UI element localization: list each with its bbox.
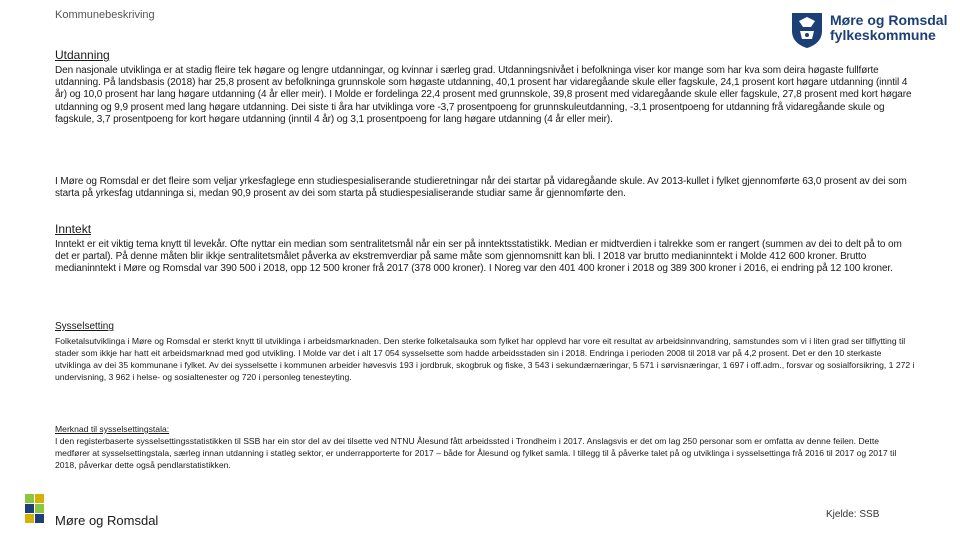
section-heading-merknad: Merknad til sysselsettingstala: [55,424,170,434]
section-sysselsetting [55,321,915,383]
logo-line-2: fylkeskommune [830,27,936,43]
utdanning-paragraph-1: Den nasjonale utviklinga er at stadig fleire tek høgare og lengre utdanningar, og kvinnar i særleg grad. Utdanningsnivået i befolkninga viser kor mange som har kva som deira høgaste fullførte utdanning. På landsbasis (2018) har 25,8 prosent av befolkninga grunnskole som høgaste utdanning, 40,1 prosent har vidaregåande skule eller fagskule, 24,1 prosent kort høgare utdanning (inntil 4 år) og 10,0 prosent har lang høgare utdanning (4 år eller meir). I Molde er fordelinga 22,4 prosent med grunnskole, 39,8 prosent med vidaregåande skule eller fagskule, 27,8 prosent med kort høgare utdanning og 9,9 prosent med lang høgare utdanning. Dei siste ti åra har utviklinga vore -3,7 prosentpoeng for grunnskuleutdanning, -3,1 prosentpoeng for utdanning frå vidaregåande skule og fagskule, 3,7 prosentpoeng for kort høgare utdanning (inntil 4 år) og 3,1 prosentpoeng for lang høgare utdanning (4 år eller meir). [55,65,912,125]
utdanning-paragraph-2: I Møre og Romsdal er det fleire som veljar yrkesfaglege enn studiespesialiserande studieretningar når dei startar på vidaregåande skule. Av 2013-kullet i fylket gjennomførte 63,0 prosent av dei som starta på yrkesfag utdanninga si, medan 90,9 prosent av dei som starta på studiespesialiserande studiar same år gjennomførte den. [55,176,907,200]
footer-logo-mark [25,494,45,531]
section-heading-utdanning: Utdanning [55,48,110,62]
inntekt-paragraph: Inntekt er eit viktig tema knytt til levekår. Ofte nyttar ein median som sentralitetsmål når ein ser på inntektsstatistikk. Median er midtverdien i talrekke som er rangert (summen av dei to delt på to om det er partal). På denne måten blir ikkje sentralitetsmålet påverka av ekstremverdiar på same måte som gjennomsnitt kan bli. I 2018 var brutto medianinntekt i Molde 412 600 kroner. Brutto medianinntekt i Møre og Romsdal var 390 500 i 2018, opp 12 500 kroner frå 2017 (378 000 kroner). I Noreg var den 401 400 kroner i 2018 og 389 300 kroner i 2016, ei endring på 12 100 kroner. [55,239,902,275]
section-heading-sysselsetting: Sysselsetting [55,321,114,332]
logo-line-1: Møre og Romsdal [830,12,948,28]
source-label: Kjelde: SSB [826,509,880,520]
section-inntekt [55,222,915,276]
coat-of-arms-icon [790,11,824,49]
section-merknad [55,424,915,471]
section-utdanning-vidaregaande [55,176,915,200]
brand-mark-icon [25,494,45,526]
sysselsetting-paragraph: Folketalsutviklinga i Møre og Romsdal er sterkt knytt til utviklinga i arbeidsmarknaden. Den sterke folketalsauka som fylket har opplevd har vore eit resultat av arbeidsinnvandring, samstundes som vi i liten grad ser tilflytting til stader som ikkje har hatt eit arbeidsmarknad med god utvikling. I Molde var det i alt 17 054 sysselsette som hadde arbeidsstaden sin i 2018. Endringa i perioden 2008 til 2018 var på 4,2 prosent. Det er den 10 sterkaste utviklinga av dei 35 kommunane i fylket. Av dei sysselsette i kommunen arbeider høvesvis 193 i jordbruk, skogbruk og fiske, 3 543 i sekundærnæringar, 5 571 i sørvisnæringar, 1 697 i off.adm., forsvar og sosialforsikring, 1 272 i undervisning, 3 962 i helse- og sosialtenester og 720 i personleg tenesteyting. [55,336,915,382]
section-utdanning [55,48,915,126]
county-logo [790,11,947,49]
footer-brand: Møre og Romsdal [55,513,159,528]
section-heading-inntekt: Inntekt [55,222,92,236]
document-category: Kommunebeskriving [55,9,155,21]
merknad-paragraph: I den registerbaserte sysselsettingsstatistikken til SSB har ein stor del av dei tilsette ved NTNU Ålesund fått arbeidssted i Trondheim i 2017. Anslagsvis er det om lag 250 personar som er omfatta av denne feilen. Dette medfører at sysselsettingstala, særleg innan utdanning i statleg sektor, er underrapporterte for 2017 – både for Ålesund og fylket samla. I tillegg til å påverke talet på og utviklinga i sysselsettinga frå 2016 til 2017 og 2017 til 2018, påverkar dette også pendlarstatistikken. [55,436,897,470]
